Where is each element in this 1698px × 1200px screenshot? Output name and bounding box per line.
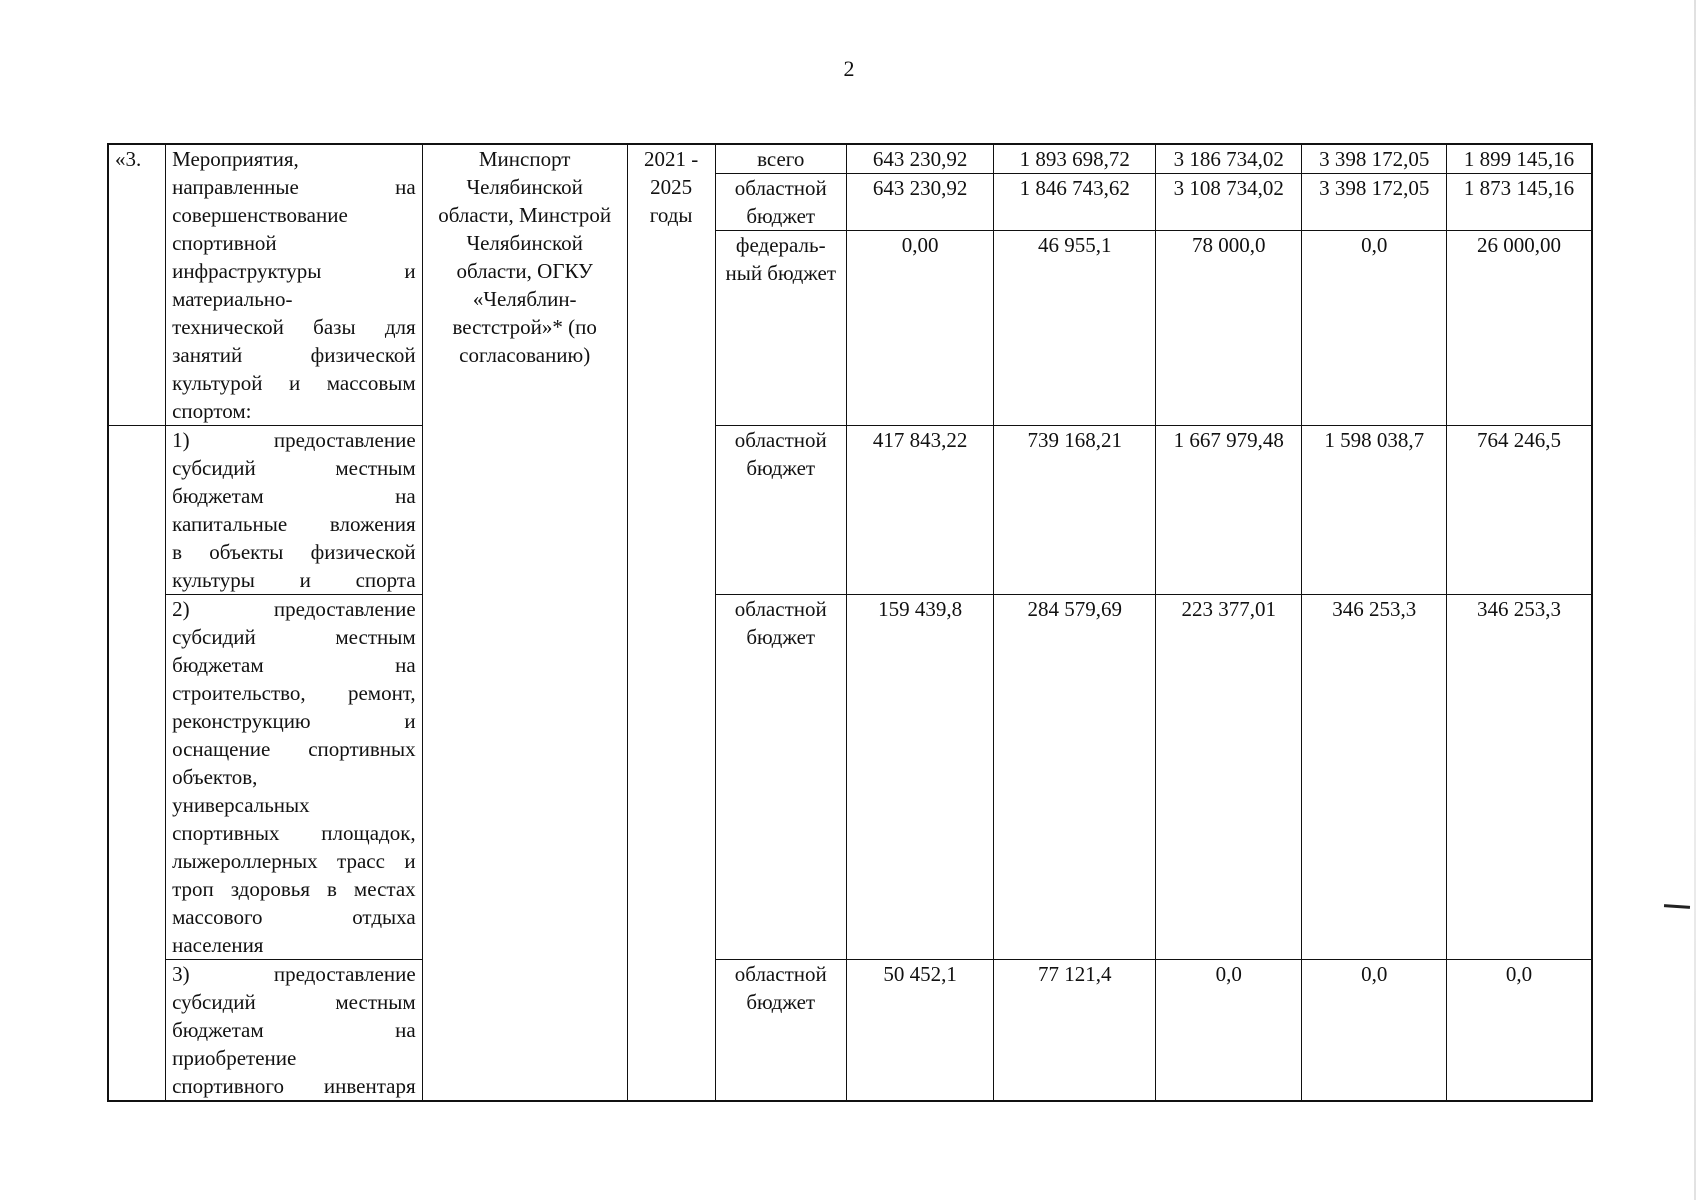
value-cell: 0,00 [846,231,993,426]
table-row [108,144,1592,174]
value-cell: 1 899 145,16 [1446,144,1592,174]
table-row [108,960,1592,1102]
value-cell: 346 253,3 [1302,595,1446,960]
measure-title: 3) предоставление субсидий местным бюджетам на приобретение спортивного инвентаря [166,960,423,1102]
value-cell: 77 121,4 [994,960,1156,1102]
period: 2021 - 2025 годы [627,144,715,1101]
value-cell: 1 846 743,62 [994,174,1156,231]
source-label: всего [715,144,846,174]
value-cell: 26 000,00 [1446,231,1592,426]
value-cell: 0,0 [1302,231,1446,426]
value-cell: 3 398 172,05 [1302,144,1446,174]
value-cell: 643 230,92 [846,174,993,231]
value-cell: 346 253,3 [1446,595,1592,960]
scan-edge [1694,0,1696,1200]
budget-table [107,143,1593,1102]
value-cell: 1 893 698,72 [994,144,1156,174]
executor: Минспорт Челябинской области, Минстрой Челябинской области, ОГКУ «Челяблин-вестстрой»* (по согласованию) [422,144,627,1101]
source-label: федераль-ный бюджет [715,231,846,426]
value-cell: 1 667 979,48 [1156,426,1302,595]
value-cell: 643 230,92 [846,144,993,174]
table-row [108,426,1592,595]
value-cell: 50 452,1 [846,960,993,1102]
value-cell: 223 377,01 [1156,595,1302,960]
value-cell: 3 108 734,02 [1156,174,1302,231]
measure-title: 2) предоставление субсидий местным бюджетам на строительство, ремонт, реконструкцию и оснащение спортивных объектов, универсальных спортивных площадок, лыжероллерных трасс и троп здоровья в местах массового отдыха населения [166,595,423,960]
value-cell: 159 439,8 [846,595,993,960]
value-cell: 1 873 145,16 [1446,174,1592,231]
value-cell: 3 398 172,05 [1302,174,1446,231]
value-cell: 0,0 [1156,960,1302,1102]
measure-title: 1) предоставление субсидий местным бюджетам на капитальные вложения в объекты физической культуры и спорта [166,426,423,595]
value-cell: 1 598 038,7 [1302,426,1446,595]
table-row [108,595,1592,960]
value-cell: 417 843,22 [846,426,993,595]
measure-title: Мероприятия, направленные на совершенствование спортивной инфраструктуры и материально- технической базы для занятий физической культурой и массовым спортом: [166,144,423,426]
row-number: «3. [108,144,166,426]
value-cell: 739 168,21 [994,426,1156,595]
source-label: областной бюджет [715,426,846,595]
value-cell: 78 000,0 [1156,231,1302,426]
row-number-empty [108,426,166,1102]
scan-mark [1664,904,1690,909]
value-cell: 764 246,5 [1446,426,1592,595]
value-cell: 3 186 734,02 [1156,144,1302,174]
value-cell: 284 579,69 [994,595,1156,960]
page-number: 2 [843,56,855,81]
value-cell: 0,0 [1302,960,1446,1102]
value-cell: 46 955,1 [994,231,1156,426]
source-label: областной бюджет [715,960,846,1102]
source-label: областной бюджет [715,595,846,960]
value-cell: 0,0 [1446,960,1592,1102]
source-label: областной бюджет [715,174,846,231]
